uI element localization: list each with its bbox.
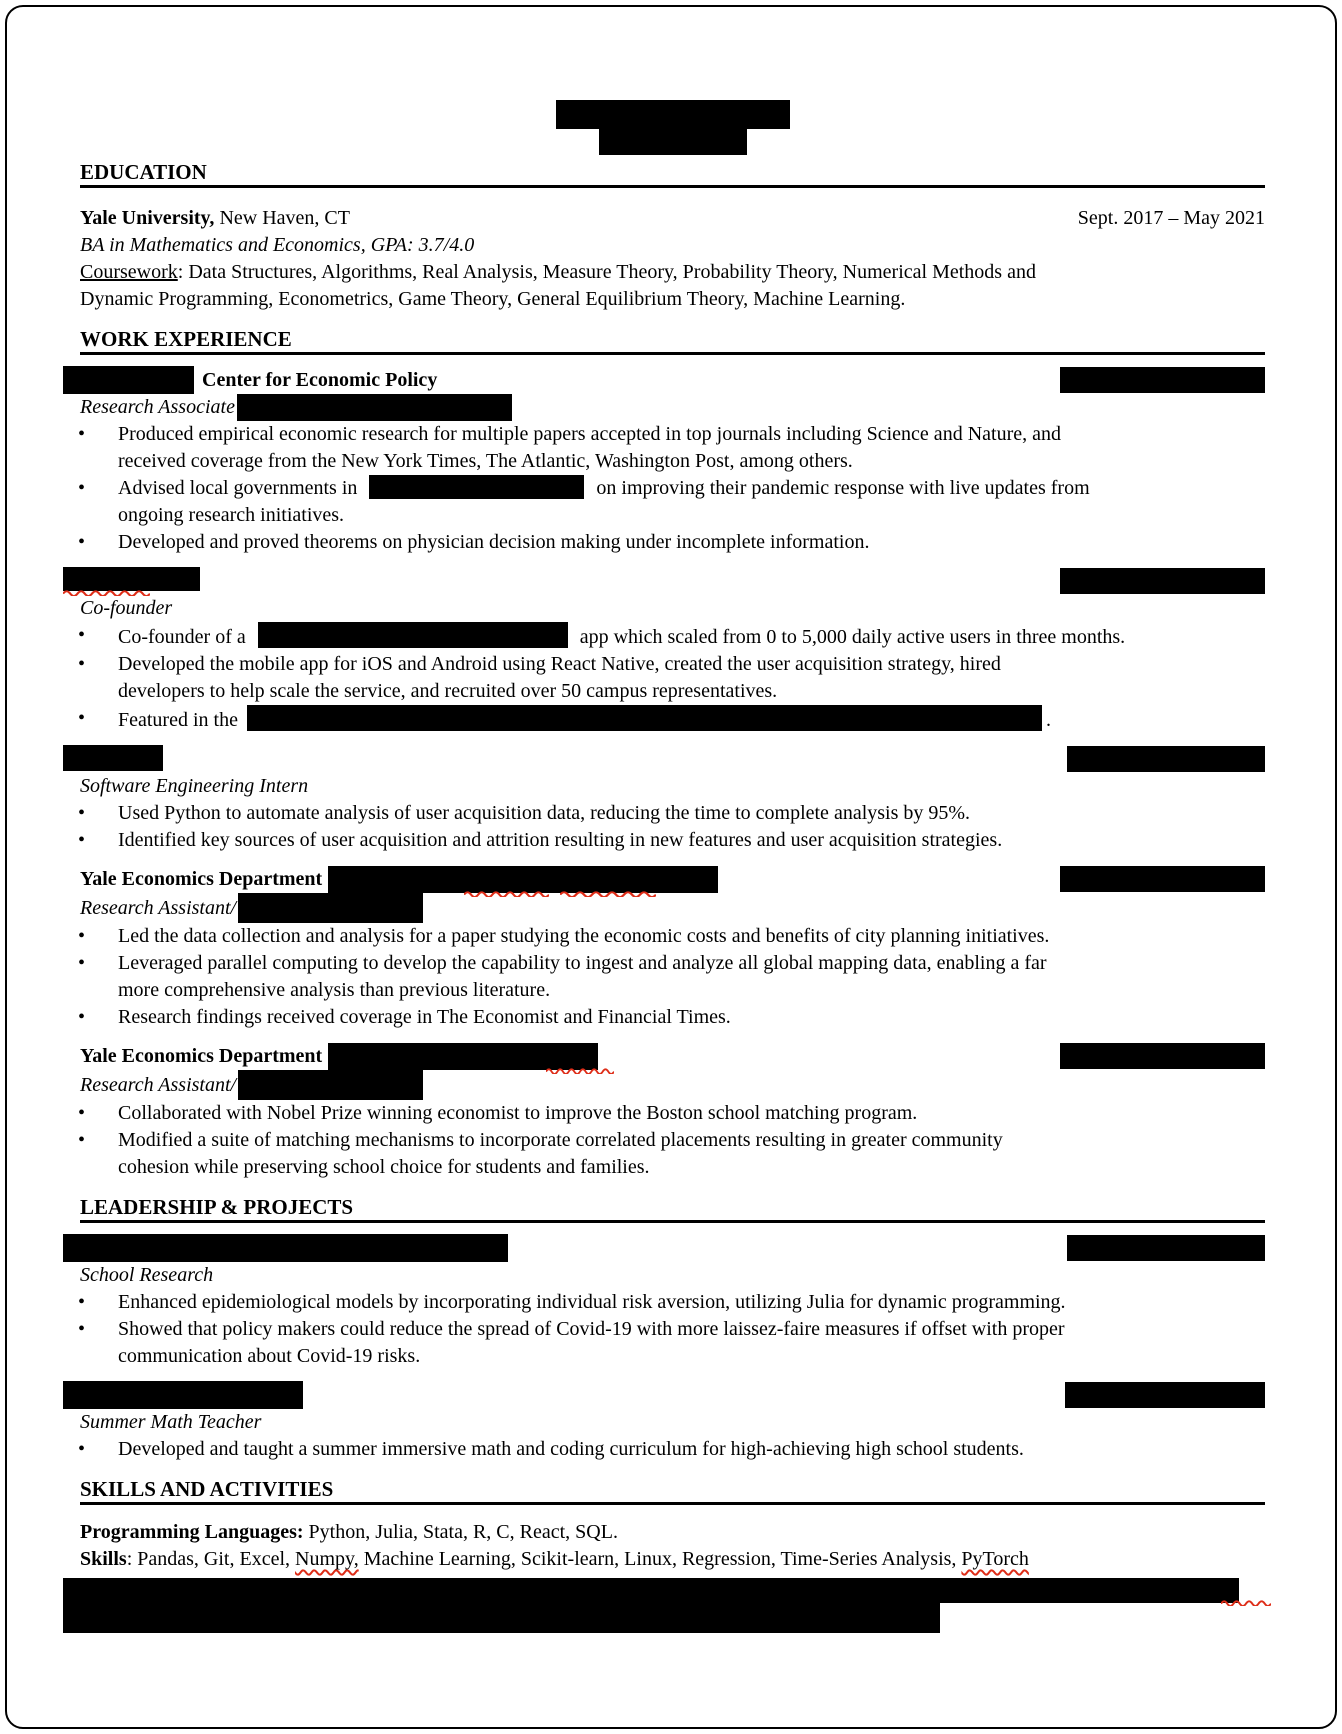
bullet-text: . <box>1045 709 1051 731</box>
bullet-item <box>80 1289 1265 1316</box>
bullet-text: Modified a suite of matching mechanisms to incorporate correlated placements resulting in greater community <box>118 1129 1003 1151</box>
job-title: Research Assistant/ <box>80 896 237 919</box>
bullet-item <box>80 923 1265 950</box>
degree-line: BA in Mathematics and Economics, GPA: 3.7/4.0 <box>80 234 475 256</box>
dates-redaction-box <box>1067 746 1265 772</box>
work-entry-header <box>80 1042 1265 1070</box>
project-title-line <box>80 1262 1265 1289</box>
programming-languages-line <box>80 1519 1265 1546</box>
bullet-text: cohesion while preserving school choice for students and families. <box>118 1156 650 1178</box>
name-redaction-box-bottom <box>599 129 747 155</box>
bullet-item <box>80 622 1265 651</box>
org-redaction-box <box>328 1043 598 1070</box>
job-title-line <box>80 773 1265 800</box>
job-title-line <box>80 1070 1265 1100</box>
spellcheck-squiggle-icon <box>546 1067 614 1074</box>
institution-name: Yale University, <box>80 207 215 229</box>
org-redaction-box <box>63 567 200 591</box>
project-title: School Research <box>80 1264 214 1286</box>
bullet-item <box>80 529 1265 556</box>
bullet-text: Leveraged parallel computing to develop the capability to ingest and analyze all global mapping data, enabling a far <box>118 952 1047 974</box>
bullet-item <box>80 1100 1265 1127</box>
spellcheck-squiggle-icon <box>560 890 656 897</box>
org-redaction-box <box>63 366 194 394</box>
job-title-line <box>80 595 1265 622</box>
bullet-text: Developed and taught a summer immersive math and coding curriculum for high-achieving high school students. <box>118 1438 1024 1460</box>
org-line <box>80 1234 508 1262</box>
bullet-item <box>80 800 1265 827</box>
job-title-line <box>80 394 1265 421</box>
skills-word-pytorch: PyTorch <box>961 1548 1029 1570</box>
education-entry-header <box>80 205 1265 232</box>
inline-redaction-box <box>369 475 584 499</box>
activities-redaction <box>63 1578 1265 1633</box>
bullet-text: Identified key sources of user acquisition and attrition resulting in new features and user acquisition strategies. <box>118 829 1003 851</box>
bullet-item <box>80 421 1265 475</box>
bullet-item <box>80 651 1265 705</box>
title-redaction-box <box>238 893 423 923</box>
skills-list-2: Machine Learning, Scikit-learn, Linux, Regression, Time-Series Analysis, <box>358 1548 962 1570</box>
bullet-list <box>80 622 1265 734</box>
bullet-text: Research findings received coverage in The Economist and Financial Times. <box>118 1006 731 1028</box>
job-title: Research Associate <box>80 396 235 418</box>
bullet-text: developers to help scale the service, and recruited over 50 campus representatives. <box>118 680 778 702</box>
dates-redaction-box <box>1060 866 1265 892</box>
leadership-entry-header <box>80 1381 1265 1409</box>
bullet-text: Enhanced epidemiological models by incorporating individual risk aversion, utilizing Julia for dynamic programming. <box>118 1291 1066 1313</box>
org-line <box>80 865 718 893</box>
dates-redaction-box <box>1065 1382 1265 1408</box>
work-entry-header <box>80 745 1265 773</box>
education-dates: Sept. 2017 – May 2021 <box>1077 207 1265 229</box>
bullet-list <box>80 800 1265 854</box>
title-redaction-box <box>238 1070 423 1100</box>
bullet-text: Developed and proved theorems on physician decision making under incomplete information. <box>118 531 870 553</box>
coursework-line <box>80 259 1265 313</box>
dates-redaction-box <box>1067 1235 1265 1261</box>
project-title-line <box>80 1409 1265 1436</box>
inline-redaction-box <box>247 705 1042 731</box>
org-line <box>80 745 163 771</box>
spellcheck-squiggle-icon <box>63 589 150 596</box>
org-line <box>80 1381 303 1409</box>
bullet-item <box>80 475 1265 529</box>
programming-languages-label: Programming Languages: <box>80 1521 304 1543</box>
bullet-text: app which scaled from 0 to 5,000 daily active users in three months. <box>579 626 1126 648</box>
bullet-item <box>80 705 1265 734</box>
org-name: Center for Economic Policy <box>202 369 438 391</box>
job-title: Co-founder <box>80 597 173 619</box>
education-institution-line <box>80 205 350 232</box>
bullet-list <box>80 923 1265 1031</box>
bullet-text: on improving their pandemic response with live updates from <box>596 477 1090 499</box>
bullet-item <box>80 827 1265 854</box>
org-line <box>80 1042 598 1070</box>
activities-redaction-box-1 <box>63 1578 1239 1603</box>
bullet-text: Used Python to automate analysis of user acquisition data, reducing the time to complete analysis by 95%. <box>118 802 971 824</box>
bullet-text: Showed that policy makers could reduce the spread of Covid-19 with more laissez-faire measures if offset with proper <box>118 1318 1065 1340</box>
org-redaction-box <box>63 1234 508 1262</box>
bullet-text: Featured in the <box>118 709 238 731</box>
bullet-text: more comprehensive analysis than previous literature. <box>118 979 551 1001</box>
org-redaction-box <box>328 866 718 893</box>
job-title: Research Assistant/ <box>80 1073 237 1096</box>
org-redaction-box <box>63 1381 303 1409</box>
work-entry-header <box>80 567 1265 595</box>
org-name: Yale Economics Department <box>80 1045 323 1067</box>
bullet-text: Led the data collection and analysis for a paper studying the economic costs and benefits of city planning initiatives. <box>118 925 1050 947</box>
title-redaction-box <box>237 394 512 421</box>
bullet-text: communication about Covid-19 risks. <box>118 1345 421 1367</box>
bullet-text: Produced empirical economic research for multiple papers accepted in top journals including Science and Nature, and <box>118 423 1061 445</box>
job-title: Software Engineering Intern <box>80 775 309 797</box>
org-name: Yale Economics Department <box>80 868 323 890</box>
coursework-list-2: Dynamic Programming, Econometrics, Game Theory, General Equilibrium Theory, Machine Learning. <box>80 288 906 310</box>
skills-line <box>80 1546 1265 1573</box>
dates-redaction-box <box>1060 367 1265 393</box>
bullet-text: received coverage from the New York Times, The Atlantic, Washington Post, among others. <box>118 450 853 472</box>
skills-word-numpy: Numpy, <box>295 1548 359 1570</box>
bullet-text: Co-founder of a <box>118 626 246 648</box>
dates-redaction-box <box>1060 568 1265 594</box>
org-redaction-box <box>63 745 163 771</box>
inline-redaction-box <box>258 622 568 648</box>
coursework-list-1: : Data Structures, Algorithms, Real Analysis, Measure Theory, Probability Theory, Numerical Methods and <box>177 261 1036 283</box>
section-heading-work: WORK EXPERIENCE <box>80 327 1265 355</box>
bullet-text: Advised local governments in <box>118 477 358 499</box>
bullet-item <box>80 1316 1265 1370</box>
bullet-item <box>80 1004 1265 1031</box>
skills-label: Skills <box>80 1548 127 1570</box>
work-entry-header <box>80 366 1265 394</box>
bullet-text: Collaborated with Nobel Prize winning economist to improve the Boston school matching program. <box>118 1102 918 1124</box>
bullet-list <box>80 1289 1265 1370</box>
job-title-line <box>80 893 1265 923</box>
org-line <box>80 366 437 394</box>
coursework-label: Coursework <box>80 261 178 283</box>
bullet-item <box>80 950 1265 1004</box>
skills-list-1: : Pandas, Git, Excel, <box>126 1548 296 1570</box>
bullet-item <box>80 1436 1265 1463</box>
bullet-item <box>80 1127 1265 1181</box>
bullet-list <box>80 1436 1265 1463</box>
leadership-entry-header <box>80 1234 1265 1262</box>
section-heading-education: EDUCATION <box>80 160 1265 188</box>
section-heading-leadership: LEADERSHIP & PROJECTS <box>80 1195 1265 1223</box>
name-redaction-box-top <box>556 100 790 129</box>
spellcheck-squiggle-icon <box>1221 1599 1271 1606</box>
programming-languages-list: Python, Julia, Stata, R, C, React, SQL. <box>303 1521 618 1543</box>
section-heading-skills: SKILLS AND ACTIVITIES <box>80 1477 1265 1505</box>
spellcheck-squiggle-icon <box>464 890 549 897</box>
org-line <box>80 567 200 591</box>
bullet-list <box>80 421 1265 556</box>
bullet-text: Developed the mobile app for iOS and Android using React Native, created the user acquisition strategy, hired <box>118 653 1001 675</box>
bullet-text: ongoing research initiatives. <box>118 504 345 526</box>
work-entry-header <box>80 865 1265 893</box>
institution-location: New Haven, CT <box>214 207 350 229</box>
bullet-list <box>80 1100 1265 1181</box>
activities-redaction-box-2 <box>63 1603 940 1633</box>
project-title: Summer Math Teacher <box>80 1411 262 1433</box>
dates-redaction-box <box>1060 1043 1265 1069</box>
name-redaction <box>80 100 1265 155</box>
